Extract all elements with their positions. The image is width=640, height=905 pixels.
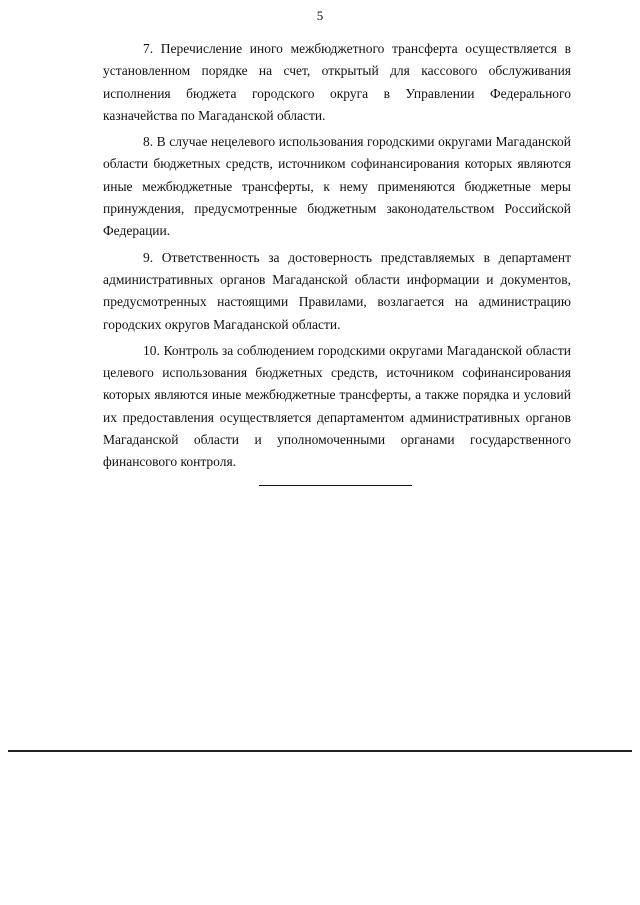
paragraph-10: 10. Контроль за соблюдением городскими округами Магаданской области целевого использования бюджетных средств, источником софинансирования которых являются иные межбюджетные трансферты, а также порядка и условий их предоставления осуществляется департаментом административных органов Магаданской области и уполномоченными органами государственного финансового контроля. [103, 342, 571, 470]
paragraph-8: 8. В случае нецелевого использования городскими округами Магаданской области бюджетных средств, источником софинансирования которых являются иные межбюджетные трансферты, к нему применяются бюджетные меры принуждения, предусмотренные бюджетным законодательством Российской Федерации. [103, 134, 571, 239]
page-bottom-divider [8, 750, 632, 752]
paragraph-7: 7. Перечисление иного межбюджетного трансферта осуществляется в установленном порядке на счет, открытый для кассового обслуживания исполнения бюджета городского округа в Управлении Федерального казначейства по Магаданской области. [103, 41, 571, 123]
page-number: 5 [316, 8, 324, 23]
paragraph-9: 9. Ответственность за достоверность представляемых в департамент административных органов Магаданской области информации и документов, предусмотренных настоящими Правилами, возлагается на администрацию городских округов Магаданской области. [103, 249, 571, 332]
end-of-text-divider [259, 485, 412, 486]
document-body [103, 38, 571, 474]
